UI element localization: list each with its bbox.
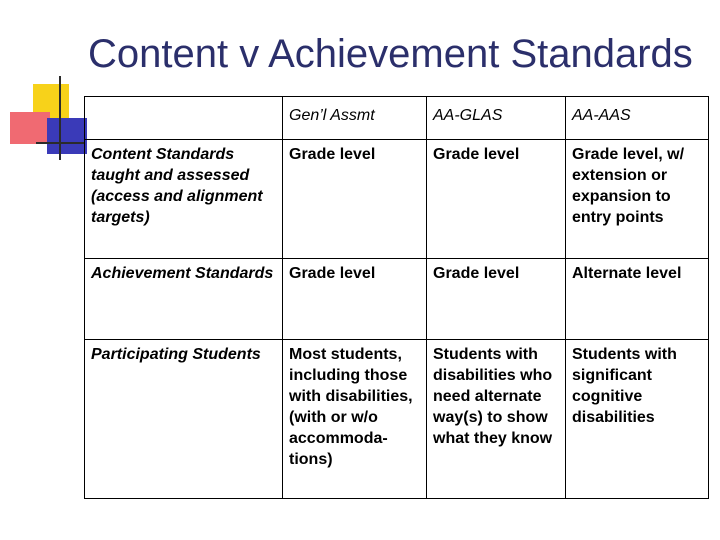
row-label-participating-students: Participating Students <box>85 340 283 499</box>
table-cell: Alternate level <box>566 259 709 340</box>
decor-vertical-line <box>59 76 61 160</box>
header-cell-genl-assmt: Gen’l Assmt <box>283 97 427 140</box>
table-cell: Grade level <box>283 259 427 340</box>
row-label-content-standards: Content Standards taught and assessed (access and alignment targets) <box>85 140 283 259</box>
decor-blue-square <box>47 118 87 154</box>
row-label-achievement-standards: Achievement Standards <box>85 259 283 340</box>
table-cell: Grade level, w/ extension or expansion to entry points <box>566 140 709 259</box>
table-cell: Most students, including those with disabilities, (with or w/o accommoda-tions) <box>283 340 427 499</box>
table-row <box>85 259 709 340</box>
decor-red-square <box>10 112 50 144</box>
table-cell: Grade level <box>427 140 566 259</box>
table-cell: Grade level <box>283 140 427 259</box>
header-cell-aa-glas: AA-GLAS <box>427 97 566 140</box>
header-cell-empty <box>85 97 283 140</box>
table-row <box>85 340 709 499</box>
decor-horizontal-line <box>36 142 84 144</box>
header-cell-aa-aas: AA-AAS <box>566 97 709 140</box>
table-row <box>85 140 709 259</box>
table-cell: Students with disabilities who need alternate way(s) to show what they know <box>427 340 566 499</box>
table-header-row <box>85 97 709 140</box>
table-cell: Students with significant cognitive disabilities <box>566 340 709 499</box>
table-cell: Grade level <box>427 259 566 340</box>
slide-title: Content v Achievement Standards <box>88 32 693 76</box>
standards-table <box>84 96 709 499</box>
